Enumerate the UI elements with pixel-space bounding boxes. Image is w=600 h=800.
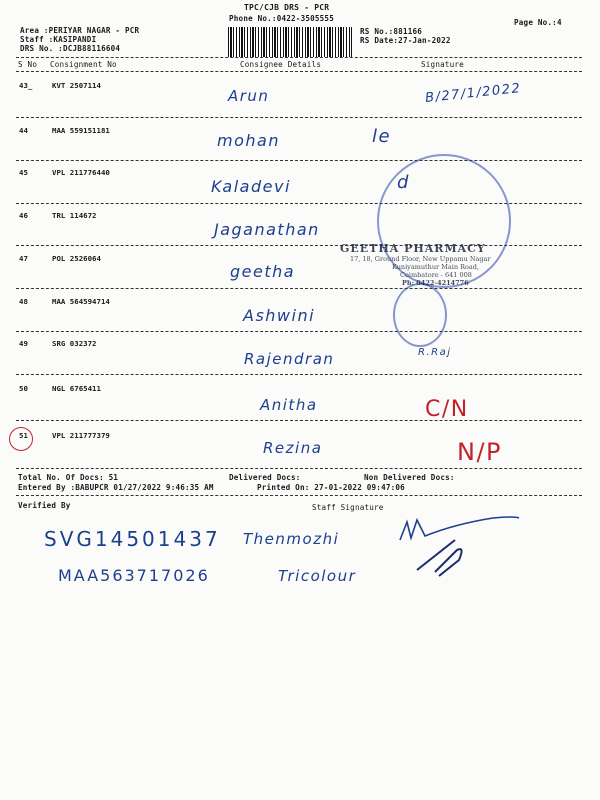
printed-on: Printed On: 27-01-2022 09:47:06	[257, 483, 405, 492]
rs-date: RS Date:27-Jan-2022	[360, 36, 451, 45]
row-consignee-handwriting: Ashwini	[243, 306, 316, 325]
row-divider	[16, 374, 582, 375]
column-divider	[16, 71, 582, 72]
row-status-note: N/P	[457, 438, 503, 466]
row-consignee-handwriting: Kaladevi	[211, 177, 291, 196]
stamp-name: GEETHA PHARMACY	[340, 242, 486, 255]
col-sno: S No	[18, 60, 38, 69]
delivered-docs: Delivered Docs:	[229, 473, 301, 482]
row-sno: 49	[19, 339, 28, 348]
row-consignee-handwriting: Rajendran	[244, 350, 335, 368]
round-stamp-lower	[393, 283, 447, 347]
row-signature-handwriting: d	[397, 172, 410, 193]
col-signature: Signature	[421, 60, 464, 69]
handwritten-name-2: Tricolour	[278, 567, 357, 585]
row-consignment: VPL 211776440	[52, 168, 110, 177]
verified-by: Verified By	[18, 501, 71, 510]
row-consignee-handwriting: Anitha	[260, 396, 318, 414]
row-sno: 43_	[19, 81, 33, 90]
stamp-line3: Coimbatore - 641 008	[400, 271, 472, 279]
row-divider	[16, 331, 582, 332]
handwritten-code-1: SVG14501437	[44, 527, 221, 551]
header-divider	[16, 57, 582, 58]
row-consignment: MAA 564594714	[52, 297, 110, 306]
row-divider	[16, 160, 582, 161]
stamp-phone: Ph: 0422-4214776	[402, 279, 469, 287]
row-consignment: NGL 6765411	[52, 384, 101, 393]
row-sno: 47	[19, 254, 28, 263]
row-sno: 51	[19, 431, 28, 440]
row-consignee-handwriting: Jaganathan	[214, 220, 320, 239]
total-docs: Total No. Of Docs: 51	[18, 473, 119, 482]
row-consignment: KVT 2507114	[52, 81, 101, 90]
staff-signature-label: Staff Signature	[312, 503, 384, 512]
row-signature-handwriting: le	[372, 126, 392, 147]
row-signature-handwriting: R.Raj	[418, 347, 452, 358]
row-divider	[16, 288, 582, 289]
row-sno: 44	[19, 126, 28, 135]
handwritten-name-1: Thenmozhi	[243, 530, 340, 548]
handwritten-code-2: MAA563717026	[58, 566, 210, 585]
row-consignment: POL 2526064	[52, 254, 101, 263]
doc-title: TPC/CJB DRS - PCR	[244, 3, 330, 12]
staff-label: Staff :KASIPANDI	[20, 35, 97, 44]
row-consignment: SRG 032372	[52, 339, 97, 348]
phone-number: Phone No.:0422-3505555	[229, 14, 334, 23]
area-label: Area :PERIYAR NAGAR - PCR	[20, 26, 140, 35]
row-consignment: MAA 559151181	[52, 126, 110, 135]
row-consignee-handwriting: Arun	[228, 87, 270, 105]
row-sno: 50	[19, 384, 28, 393]
row-sno: 48	[19, 297, 28, 306]
row-consignee-handwriting: mohan	[217, 131, 280, 150]
page-number: Page No.:4	[514, 18, 562, 27]
row-consignment: TRL 114672	[52, 211, 97, 220]
row-divider	[16, 117, 582, 118]
rs-number: RS No.:881166	[360, 27, 423, 36]
row-consignment: VPL 211777379	[52, 431, 110, 440]
row-divider	[16, 468, 582, 469]
row-sno: 45	[19, 168, 28, 177]
row-status-note: C/N	[425, 397, 469, 422]
stamp-line2: Kuniyamuthur Main Road,	[392, 263, 479, 271]
pharmacy-stamp	[340, 242, 570, 287]
row-sno: 46	[19, 211, 28, 220]
barcode	[228, 27, 352, 57]
entered-by: Entered By :BABUPCR 01/27/2022 9:46:35 AM	[18, 483, 214, 492]
col-consignee: Consignee Details	[240, 60, 322, 69]
row-consignee-handwriting: geetha	[230, 262, 296, 281]
staff-signature-scribble	[395, 510, 535, 590]
col-consignment: Consignment No	[50, 60, 117, 69]
row-consignee-handwriting: Rezina	[263, 439, 323, 457]
row-divider	[16, 420, 582, 421]
non-delivered-docs: Non Delivered Docs:	[364, 473, 455, 482]
footer-divider	[16, 495, 582, 496]
row-signature-handwriting: B/27/1/2022	[424, 80, 522, 107]
drs-number: DRS No. :DCJB88116604	[20, 44, 121, 53]
stamp-line1: 17, 18, Ground Floor, New Uppamu Nagar	[350, 255, 491, 263]
